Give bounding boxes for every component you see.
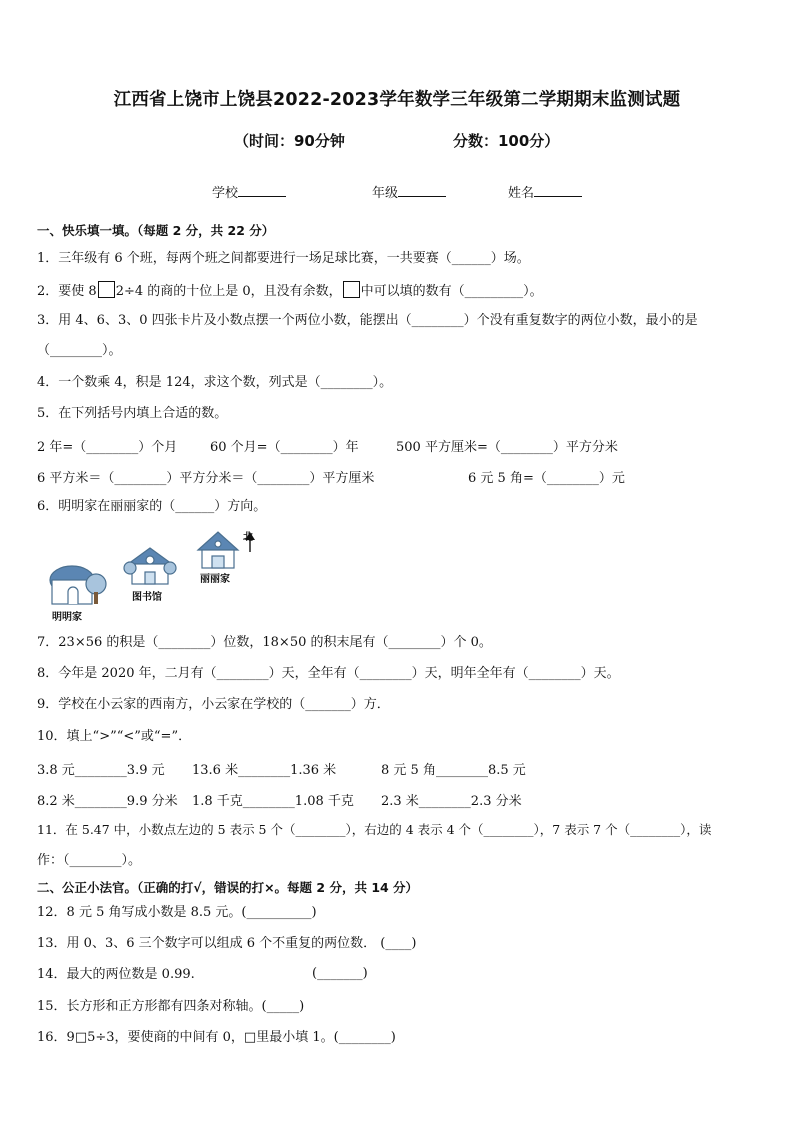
name-label: 姓名	[508, 186, 535, 201]
page-title: 江西省上饶市上饶县2022-2023学年数学三年级第二学期期末监测试题	[113, 90, 681, 110]
question-14	[37, 966, 195, 984]
mingming-label: 明明家	[52, 612, 82, 623]
name-field[interactable]	[508, 182, 582, 201]
question-4: 4．一个数乘 4，积是 124，求这个数，列式是（________）。	[37, 375, 393, 390]
q5-item: 60 个月=（________）年	[210, 440, 359, 455]
exam-time: （时间：90分钟	[234, 132, 345, 150]
question-10: 10．填上“>”“<”或“=”．	[37, 729, 192, 744]
grade-blank[interactable]	[398, 184, 446, 197]
question-8: 8．今年是 2020 年，二月有（________）天，全年有（________）天，明年全年有（________）天。	[37, 666, 620, 681]
question-2-part-c: 中可以填的数有（_________）。	[360, 284, 543, 299]
school-field[interactable]	[212, 182, 286, 201]
q5-item: 2 年=（________）个月	[37, 440, 178, 455]
question-3-line2: （________）。	[37, 343, 122, 358]
question-11-line2: 作：（________）。	[37, 853, 142, 868]
mingming-house-icon	[50, 566, 106, 604]
section2-heading: 二、公正小法官。（正确的打√，错误的打×。每题 2 分，共 14 分）	[37, 880, 419, 895]
question-6: 6．明明家在丽丽家的（______）方向。	[37, 499, 267, 514]
school-blank[interactable]	[238, 184, 286, 197]
library-icon	[124, 548, 176, 584]
q5-item: 6 平方米＝（________）平方分米＝（________）平方厘米	[37, 471, 375, 486]
q10-item: 3.8 元________3.9 元	[37, 763, 165, 778]
section1-heading: 一、快乐填一填。（每题 2 分，共 22 分）	[37, 223, 275, 238]
exam-score: 分数：100分）	[453, 132, 560, 150]
question-5: 5．在下列括号内填上合适的数。	[37, 406, 228, 421]
question-3-line1: 3．用 4、6、3、0 四张卡片及小数点摆一个两位小数，能摆出（________）个没有重复数字的两位小数，最小的是	[37, 313, 698, 328]
grade-label: 年级	[372, 186, 399, 201]
question-2-part-a: 2．要使 8	[37, 284, 97, 299]
q10-item: 1.8 千克________1.08 千克	[192, 794, 354, 809]
north-label: 北	[243, 532, 253, 543]
digit-box	[98, 281, 115, 298]
question-15: 15．长方形和正方形都有四条对称轴。(_____)	[37, 999, 305, 1014]
q10-item: 8 元 5 角________8.5 元	[381, 763, 526, 778]
q5-item: 6 元 5 角=（________）元	[468, 471, 625, 486]
grade-field[interactable]	[372, 182, 446, 201]
question-9: 9．学校在小云家的西南方，小云家在学校的（_______）方．	[37, 697, 390, 712]
q10-item: 2.3 米________2.3 分米	[381, 794, 522, 809]
q10-item: 13.6 米________1.36 米	[192, 763, 337, 778]
direction-map	[40, 528, 270, 626]
question-11-line1: 11．在 5.47 中，小数点左边的 5 表示 5 个（________），右边的 4 表示 4 个（________），7 表示 7 个（________），读	[37, 822, 712, 837]
library-label: 图书馆	[132, 592, 162, 603]
question-1: 1．三年级有 6 个班，每两个班之间都要进行一场足球比赛，一共要赛（______）场。	[37, 251, 530, 266]
q10-item: 8.2 米________9.9 分米	[37, 794, 178, 809]
lili-label: 丽丽家	[200, 574, 230, 585]
question-12: 12．8 元 5 角写成小数是 8.5 元。(__________)	[37, 905, 317, 920]
question-16: 16．9□5÷3，要使商的中间有 0，□里最小填 1。(________)	[37, 1030, 396, 1045]
name-blank[interactable]	[534, 184, 582, 197]
question-14-answer: (_______)	[312, 966, 368, 981]
q5-item: 500 平方厘米=（________）平方分米	[396, 440, 618, 455]
question-7: 7．23×56 的积是（________）位数，18×50 的积末尾有（________）个 0。	[37, 635, 492, 650]
school-label: 学校	[212, 186, 239, 201]
lili-house-icon	[198, 532, 238, 568]
question-2-part-b: 2÷4 的商的十位上是 0，且没有余数，	[115, 284, 342, 299]
question-13: 13．用 0、3、6 三个数字可以组成 6 个不重复的两位数． (____)	[37, 936, 417, 951]
question-14-text: 14．最大的两位数是 0.99.	[37, 967, 195, 982]
digit-box	[343, 281, 360, 298]
question-2	[37, 281, 543, 301]
